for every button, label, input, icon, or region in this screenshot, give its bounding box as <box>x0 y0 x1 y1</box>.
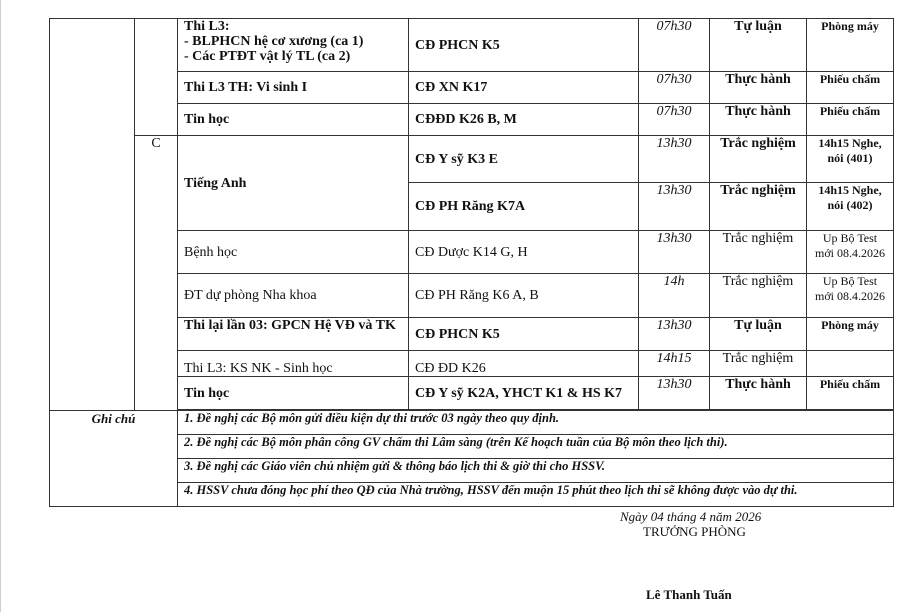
form-cell: Thực hành <box>710 104 807 136</box>
note-cell: Phòng máy <box>807 19 894 72</box>
form-cell: Thực hành <box>710 377 807 410</box>
subject-cell: Tin học <box>178 104 409 136</box>
subject-cell: ĐT dự phòng Nha khoa <box>178 274 409 318</box>
time-cell: 13h30 <box>639 231 710 274</box>
subject-cell: Thi L3: - BLPHCN hệ cơ xương (ca 1) - Các PTĐT vật lý TL (ca 2) <box>178 19 409 72</box>
form-cell: Tự luận <box>710 19 807 72</box>
note-item: 1. Đề nghị các Bộ môn gửi điều kiện dự thi trước 03 ngày theo quy định. <box>178 411 894 435</box>
subject-cell: Thi L3: KS NK - Sinh học <box>178 351 409 377</box>
note-cell: Phiếu chấm <box>807 72 894 104</box>
class-cell: CĐ XN K17 <box>409 72 639 104</box>
class-cell: CĐ Y sỹ K3 E <box>409 136 639 183</box>
form-cell: Tự luận <box>710 318 807 351</box>
subject-cell: Thi lại lần 03: GPCN Hệ VĐ và TK <box>178 318 409 351</box>
time-cell: 14h15 <box>639 351 710 377</box>
exam-schedule-table <box>49 18 894 507</box>
subject-cell: Tiếng Anh <box>178 136 409 231</box>
note-item: 4. HSSV chưa đóng học phí theo QĐ của Nhà trường, HSSV đến muộn 15 phút theo lịch thi sẽ không được vào dự thi. <box>178 483 894 507</box>
class-cell: CĐ ĐD K26 <box>409 351 639 377</box>
note-cell: Phiếu chấm <box>807 377 894 410</box>
form-cell: Trắc nghiệm <box>710 183 807 231</box>
subject-cell: Tin học <box>178 377 409 410</box>
notes-label: Ghi chú <box>50 411 178 507</box>
page-border <box>0 0 1 612</box>
class-cell: CĐĐD K26 B, M <box>409 104 639 136</box>
form-cell: Trắc nghiệm <box>710 274 807 318</box>
time-cell: 07h30 <box>639 19 710 72</box>
form-cell: Trắc nghiệm <box>710 136 807 183</box>
form-cell: Thực hành <box>710 72 807 104</box>
form-cell: Trắc nghiệm <box>710 231 807 274</box>
time-cell: 13h30 <box>639 318 710 351</box>
signature-date: Ngày 04 tháng 4 năm 2026 <box>620 509 762 524</box>
date-cell <box>50 19 135 411</box>
class-cell: CĐ Y sỹ K2A, YHCT K1 & HS K7 <box>409 377 639 410</box>
notes-row <box>50 411 894 435</box>
time-cell: 13h30 <box>639 183 710 231</box>
time-cell: 14h <box>639 274 710 318</box>
form-cell: Trắc nghiệm <box>710 351 807 377</box>
class-cell: CĐ Dược K14 G, H <box>409 231 639 274</box>
subject-cell: Thi L3 TH: Vi sinh I <box>178 72 409 104</box>
shift-cell <box>135 19 178 136</box>
note-cell: Phiếu chấm <box>807 104 894 136</box>
subject-cell: Bệnh học <box>178 231 409 274</box>
note-cell: Phòng máy <box>807 318 894 351</box>
table-row <box>50 19 894 72</box>
note-cell: 14h15 Nghe, nói (401) <box>807 136 894 183</box>
class-cell: CĐ PHCN K5 <box>409 19 639 72</box>
time-cell: 07h30 <box>639 104 710 136</box>
note-cell: Up Bộ Test mới 08.4.2026 <box>807 274 894 318</box>
note-cell: 14h15 Nghe, nói (402) <box>807 183 894 231</box>
signature-title: TRƯỞNG PHÒNG <box>643 524 746 539</box>
time-cell: 13h30 <box>639 377 710 410</box>
note-item: 3. Đề nghị các Giáo viên chủ nhiệm gửi & thông báo lịch thi & giờ thi cho HSSV. <box>178 459 894 483</box>
table-row <box>50 136 894 183</box>
time-cell: 13h30 <box>639 136 710 183</box>
class-cell: CĐ PHCN K5 <box>409 318 639 351</box>
signature-name: Lê Thanh Tuấn <box>646 587 732 602</box>
shift-cell: C <box>135 136 178 411</box>
note-cell: Up Bộ Test mới 08.4.2026 <box>807 231 894 274</box>
time-cell: 07h30 <box>639 72 710 104</box>
class-cell: CĐ PH Răng K6 A, B <box>409 274 639 318</box>
note-item: 2. Đề nghị các Bộ môn phân công GV chấm thi Lâm sàng (trên Kế hoạch tuần của Bộ môn theo lịch thi). <box>178 435 894 459</box>
note-cell <box>807 351 894 377</box>
class-cell: CĐ PH Răng K7A <box>409 183 639 231</box>
